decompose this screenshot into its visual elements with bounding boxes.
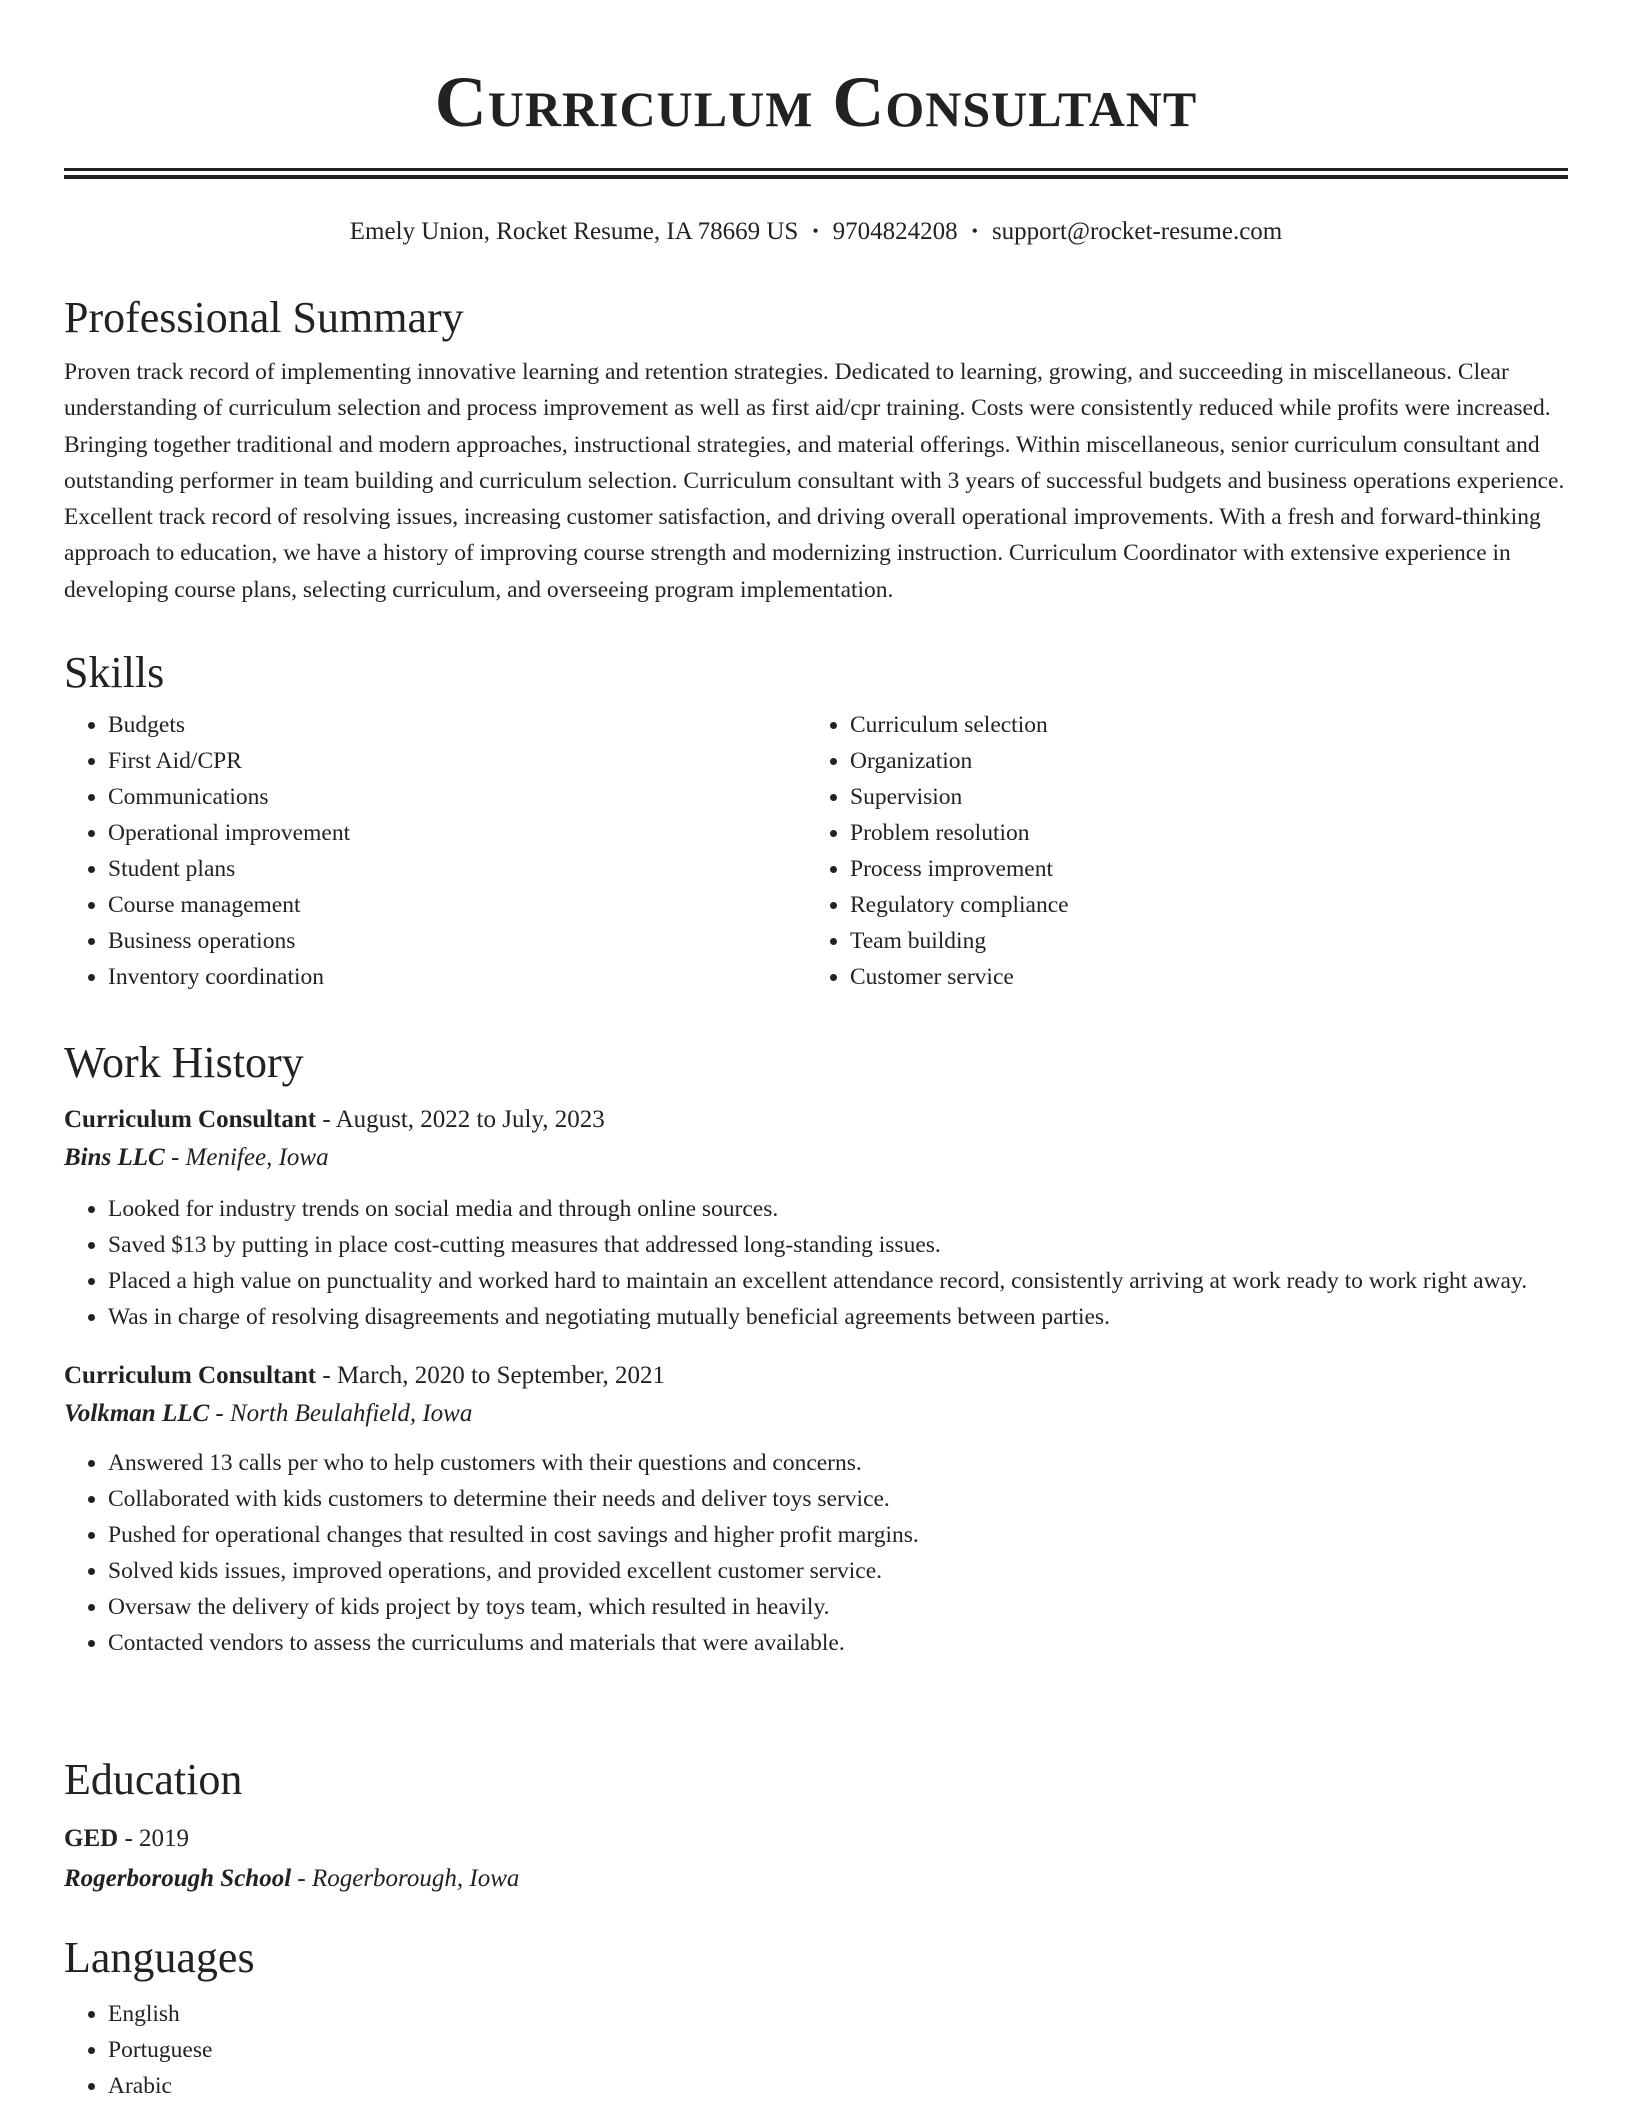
skill-item: • Customer service	[850, 959, 1548, 995]
contact-line	[64, 213, 1568, 250]
education-school: Rogerborough School	[64, 1865, 292, 1892]
section-title-education: Education	[64, 1755, 243, 1804]
education-year: - 2019	[118, 1825, 190, 1852]
job-company-line	[64, 1139, 1568, 1177]
job-duties	[64, 1191, 1568, 1335]
work-history-section	[64, 1035, 1568, 1661]
skill-item: • Problem resolution	[850, 815, 1548, 851]
job-duty: • Contacted vendors to assess the curriculums and materials that were available.	[108, 1625, 1568, 1661]
job-dates: - March, 2020 to September, 2021	[316, 1362, 666, 1389]
section-title-skills: Skills	[64, 648, 165, 697]
language-item: • Arabic	[108, 2068, 1568, 2104]
education-heading	[64, 1820, 1568, 1858]
job-entry	[64, 1357, 1568, 1661]
skill-item: • Curriculum selection	[850, 707, 1548, 743]
job-duties	[64, 1445, 1568, 1661]
job-duty: • Oversaw the delivery of kids project by toys team, which resulted in heavily.	[108, 1589, 1568, 1625]
section-title-work-history: Work History	[64, 1038, 304, 1087]
bullet-separator: •	[812, 221, 819, 241]
languages-section	[64, 1930, 1568, 2104]
job-heading	[64, 1101, 1568, 1139]
job-duty: • Was in charge of resolving disagreements and negotiating mutually beneficial agreements between parties.	[108, 1299, 1568, 1335]
skill-item: • Organization	[850, 743, 1548, 779]
languages-list	[64, 1996, 1568, 2104]
education-location: - Rogerborough, Iowa	[291, 1865, 520, 1892]
job-heading	[64, 1357, 1568, 1395]
job-duty: • Answered 13 calls per who to help customers with their questions and concerns.	[108, 1445, 1568, 1481]
skill-item: • Communications	[108, 779, 806, 815]
summary-section	[64, 290, 1568, 608]
skills-section	[64, 645, 1568, 995]
header-divider-thin	[64, 168, 1568, 171]
education-school-line	[64, 1860, 1568, 1898]
header-divider-thick	[64, 175, 1568, 179]
skill-item: • Course management	[108, 887, 806, 923]
skill-item: • Operational improvement	[108, 815, 806, 851]
skill-item: • Budgets	[108, 707, 806, 743]
job-duty: • Placed a high value on punctuality and worked hard to maintain an excellent attendance record, consistently arriving at work ready to work right away.	[108, 1263, 1568, 1299]
skill-item: • Business operations	[108, 923, 806, 959]
job-location: - North Beulahfield, Iowa	[209, 1400, 473, 1427]
job-duty: • Looked for industry trends on social media and through online sources.	[108, 1191, 1568, 1227]
contact-email[interactable]: support@rocket-resume.com	[991, 218, 1283, 245]
contact-address: Emely Union, Rocket Resume, IA 78669 US	[349, 218, 799, 245]
section-title-summary: Professional Summary	[64, 293, 464, 342]
job-entry	[64, 1101, 1568, 1335]
skill-item: • Team building	[850, 923, 1548, 959]
job-dates: - August, 2022 to July, 2023	[316, 1106, 605, 1133]
job-duty: • Saved $13 by putting in place cost-cutting measures that addressed long-standing issues.	[108, 1227, 1568, 1263]
skills-column-left	[64, 707, 806, 995]
bullet-separator: •	[971, 221, 978, 241]
job-duty: • Collaborated with kids customers to determine their needs and deliver toys service.	[108, 1481, 1568, 1517]
skill-item: • Student plans	[108, 851, 806, 887]
candidate-name: Curriculum Consultant	[434, 62, 1198, 142]
skills-column-right	[806, 707, 1548, 995]
skill-item: • Inventory coordination	[108, 959, 806, 995]
job-role: Curriculum Consultant	[64, 1362, 317, 1389]
job-location: - Menifee, Iowa	[164, 1144, 329, 1171]
job-duty: • Pushed for operational changes that resulted in cost savings and higher profit margins.	[108, 1517, 1568, 1553]
skills-columns	[64, 707, 1568, 995]
contact-phone: 9704824208	[832, 218, 958, 245]
education-degree: GED	[64, 1825, 119, 1852]
job-company: Bins LLC	[64, 1144, 165, 1171]
education-section	[64, 1752, 1568, 1898]
summary-text: Proven track record of implementing innovative learning and retention strategies. Dedicated to learning, growing, and succeeding in miscellaneous. Clear understanding of curriculum selection and process improvement as well as first aid/cpr training. Costs were consistently reduced while profits were increased. Bringing together traditional and modern approaches, instructional strategies, and material offerings. Within miscellaneous, senior curriculum consultant and outstanding performer in team building and curriculum selection. Curriculum consultant with 3 years of successful budgets and business operations experience. Excellent track record of resolving issues, increasing customer satisfaction, and driving overall operational improvements. With a fresh and forward-thinking approach to education, we have a history of improving course strength and modernizing instruction. Curriculum Coordinator with extensive experience in developing course plans, selecting curriculum, and overseeing program implementation.	[64, 359, 1565, 603]
job-company: Volkman LLC	[64, 1400, 210, 1427]
job-duty: • Solved kids issues, improved operations, and provided excellent customer service.	[108, 1553, 1568, 1589]
job-company-line	[64, 1395, 1568, 1433]
job-role: Curriculum Consultant	[64, 1106, 317, 1133]
skill-item: • Supervision	[850, 779, 1548, 815]
skill-item: • Regulatory compliance	[850, 887, 1548, 923]
skill-item: • First Aid/CPR	[108, 743, 806, 779]
language-item: • Portuguese	[108, 2032, 1568, 2068]
language-item: • English	[108, 1996, 1568, 2032]
skill-item: • Process improvement	[850, 851, 1548, 887]
section-title-languages: Languages	[64, 1933, 255, 1982]
